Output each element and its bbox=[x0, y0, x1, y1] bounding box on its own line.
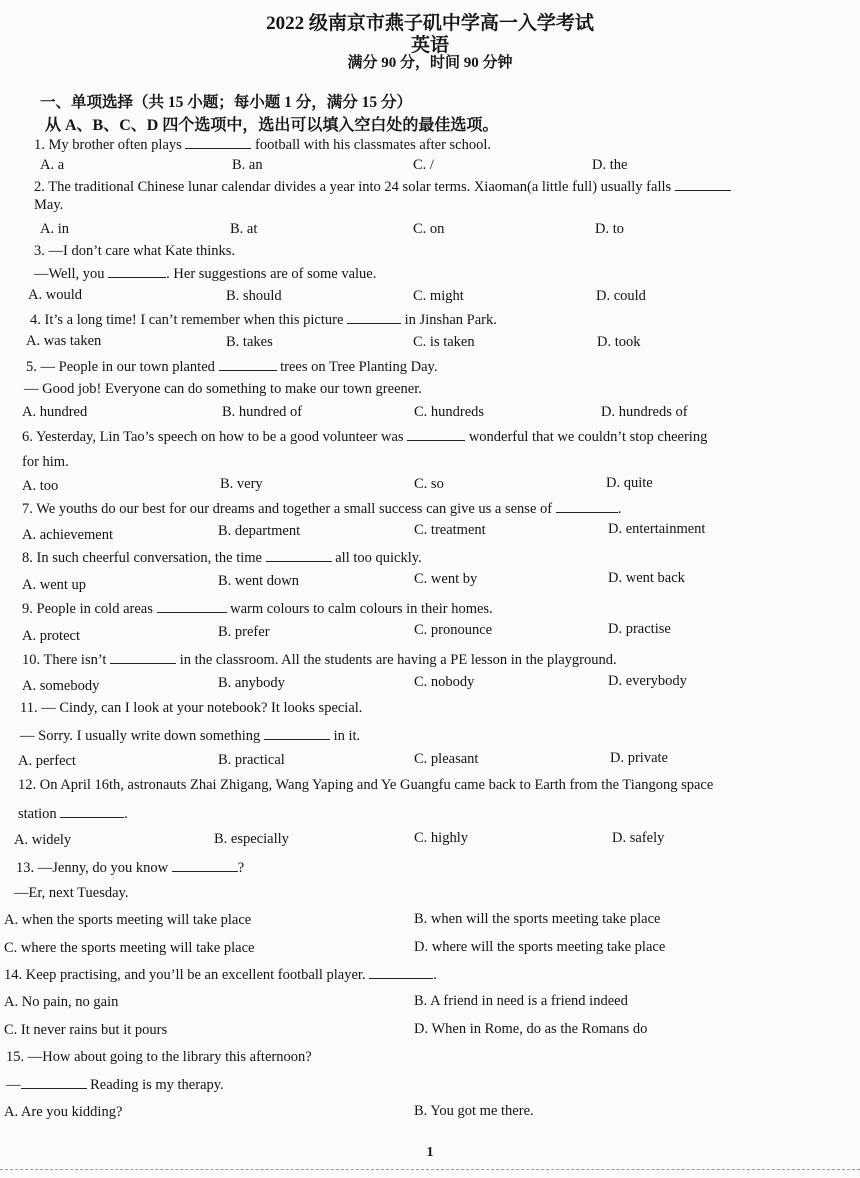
question-13 bbox=[16, 859, 244, 877]
question-text: 5. — People in our town planted bbox=[26, 359, 215, 375]
option-d: D. went back bbox=[608, 570, 685, 586]
answer-blank bbox=[266, 549, 332, 562]
question-text: 9. People in cold areas bbox=[22, 601, 153, 617]
option-a: A. somebody bbox=[22, 678, 100, 694]
question-text: — Sorry. I usually write down something bbox=[20, 728, 261, 744]
question-text: wonderful that we couldn’t stop cheering bbox=[468, 429, 708, 445]
option-c: C. pronounce bbox=[414, 622, 493, 638]
answer-blank bbox=[675, 178, 731, 191]
question-text: football with his classmates after school. bbox=[255, 137, 492, 153]
option-d: D. When in Rome, do as the Romans do bbox=[414, 1021, 648, 1037]
option-d: D. to bbox=[595, 221, 624, 237]
question-14 bbox=[4, 966, 437, 984]
question-10 bbox=[22, 651, 617, 669]
question-text: 6. Yesterday, Lin Tao’s speech on how to be a good volunteer was bbox=[22, 429, 404, 445]
answer-blank bbox=[369, 966, 433, 979]
option-b: B. A friend in need is a friend indeed bbox=[414, 993, 628, 1009]
question-text: all too quickly. bbox=[335, 550, 422, 566]
option-a: A. in bbox=[40, 221, 69, 237]
question-text: ? bbox=[237, 860, 245, 876]
answer-blank bbox=[110, 651, 176, 664]
question-text: . bbox=[124, 806, 128, 822]
option-d: D. practise bbox=[608, 621, 671, 637]
question-2 bbox=[34, 178, 731, 196]
answer-blank bbox=[219, 358, 277, 371]
question-15-reply bbox=[6, 1076, 224, 1094]
question-8 bbox=[22, 549, 422, 567]
option-b: B. went down bbox=[218, 573, 299, 589]
option-d: D. could bbox=[596, 288, 646, 304]
subject-title: 英语 bbox=[410, 35, 449, 56]
option-b: B. especially bbox=[214, 831, 289, 847]
option-c: C. so bbox=[414, 476, 444, 492]
option-a: A. hundred bbox=[22, 404, 88, 420]
question-text: in the classroom. All the students are having a PE lesson in the playground. bbox=[179, 652, 617, 668]
answer-blank bbox=[347, 311, 401, 324]
option-b: B. anybody bbox=[218, 675, 285, 691]
question-1 bbox=[34, 136, 491, 154]
option-b: B. takes bbox=[226, 334, 273, 350]
question-text: 2. The traditional Chinese lunar calendar divides a year into 24 solar terms. Xiaoman(a little full) usually falls bbox=[34, 179, 672, 195]
option-b: B. hundred of bbox=[222, 404, 303, 420]
question-3: 3. —I don’t care what Kate thinks. bbox=[34, 243, 236, 259]
question-text: . bbox=[617, 501, 622, 517]
option-b: B. when will the sports meeting take place bbox=[414, 911, 661, 927]
question-text: 1. My brother often plays bbox=[34, 137, 182, 153]
answer-blank bbox=[108, 265, 166, 278]
option-a: A. widely bbox=[14, 832, 72, 848]
option-b: B. prefer bbox=[218, 624, 270, 640]
option-a: A. went up bbox=[22, 577, 87, 593]
answer-blank bbox=[556, 500, 618, 513]
option-c: C. where the sports meeting will take place bbox=[4, 940, 255, 956]
option-b: B. very bbox=[220, 476, 263, 492]
option-b: B. department bbox=[218, 523, 301, 539]
question-6-cont: for him. bbox=[22, 454, 69, 470]
option-c: C. It never rains but it pours bbox=[4, 1022, 168, 1038]
question-text: in it. bbox=[333, 728, 361, 744]
option-c: C. might bbox=[413, 288, 464, 304]
option-c: C. hundreds bbox=[414, 404, 485, 420]
question-9 bbox=[22, 600, 493, 618]
option-c: C. highly bbox=[414, 830, 468, 846]
question-6 bbox=[22, 428, 707, 446]
question-text: —Well, you bbox=[34, 266, 105, 282]
option-b: B. You got me there. bbox=[414, 1103, 534, 1119]
question-text: 13. —Jenny, do you know bbox=[16, 860, 169, 876]
answer-blank bbox=[157, 600, 227, 613]
option-d: D. where will the sports meeting take place bbox=[414, 939, 666, 955]
option-d: D. entertainment bbox=[608, 521, 706, 537]
option-c: C. / bbox=[413, 157, 434, 173]
question-5-reply: — Good job! Everyone can do something to make our town greener. bbox=[24, 381, 422, 397]
answer-blank bbox=[60, 805, 124, 818]
option-a: A. achievement bbox=[22, 527, 113, 543]
option-a: A. was taken bbox=[26, 333, 102, 349]
option-d: D. the bbox=[592, 157, 628, 173]
option-a: A. would bbox=[28, 287, 82, 303]
question-5 bbox=[26, 358, 437, 376]
option-c: C. pleasant bbox=[414, 751, 479, 767]
question-text: . bbox=[433, 967, 437, 983]
option-d: D. quite bbox=[606, 475, 653, 491]
option-d: D. hundreds of bbox=[601, 404, 688, 420]
option-a: A. No pain, no gain bbox=[4, 994, 119, 1010]
question-text: 10. There isn’t bbox=[22, 652, 107, 668]
question-3-reply bbox=[34, 265, 376, 283]
option-c: C. is taken bbox=[413, 334, 475, 350]
option-b: B. at bbox=[230, 221, 258, 237]
answer-blank bbox=[264, 727, 330, 740]
page-number: 1 bbox=[426, 1145, 434, 1160]
section-heading: 一、单项选择（共 15 小题；每小题 1 分，满分 15 分） bbox=[40, 94, 413, 111]
exam-meta: 满分 90 分，时间 90 分钟 bbox=[347, 55, 513, 71]
option-c: C. went by bbox=[414, 571, 478, 587]
option-c: C. treatment bbox=[414, 522, 486, 538]
option-c: C. on bbox=[413, 221, 445, 237]
exam-title: 2022 级南京市燕子矶中学高一入学考试 bbox=[266, 13, 594, 34]
section-instruction: 从 A、B、C、D 四个选项中，选出可以填入空白处的最佳选项。 bbox=[45, 117, 499, 134]
question-text: warm colours to calm colours in their homes. bbox=[230, 601, 493, 617]
question-text: 8. In such cheerful conversation, the time bbox=[22, 550, 262, 566]
option-d: D. everybody bbox=[608, 673, 687, 689]
option-d: D. safely bbox=[612, 830, 665, 846]
question-text: . Her suggestions are of some value. bbox=[166, 266, 377, 282]
question-text: — bbox=[6, 1077, 21, 1093]
question-text: 14. Keep practising, and you’ll be an excellent football player. bbox=[4, 967, 366, 983]
question-text: 7. We youths do our best for our dreams and together a small success can give us a sense of bbox=[22, 501, 553, 517]
question-15: 15. —How about going to the library this afternoon? bbox=[6, 1049, 312, 1065]
page-divider bbox=[0, 1169, 860, 1170]
question-13-reply: —Er, next Tuesday. bbox=[14, 885, 129, 901]
question-text: Reading is my therapy. bbox=[90, 1077, 224, 1093]
question-7 bbox=[22, 500, 621, 518]
question-text: 4. It’s a long time! I can’t remember when this picture bbox=[30, 312, 344, 328]
question-text: station bbox=[18, 806, 57, 822]
option-a: A. perfect bbox=[18, 753, 76, 769]
question-text: trees on Tree Planting Day. bbox=[280, 359, 438, 375]
answer-blank bbox=[172, 859, 238, 872]
question-11: 11. — Cindy, can I look at your notebook? It looks special. bbox=[20, 700, 363, 716]
answer-blank bbox=[407, 428, 465, 441]
question-12: 12. On April 16th, astronauts Zhai Zhigang, Wang Yaping and Ye Guangfu came back to Earth from the Tiangong space bbox=[18, 777, 714, 793]
answer-blank bbox=[21, 1076, 87, 1089]
question-4 bbox=[30, 311, 497, 329]
option-b: B. practical bbox=[218, 752, 285, 768]
option-d: D. took bbox=[597, 334, 641, 350]
option-a: A. a bbox=[40, 157, 65, 173]
option-a: A. protect bbox=[22, 628, 80, 644]
option-a: A. too bbox=[22, 478, 59, 494]
option-a: A. Are you kidding? bbox=[4, 1104, 123, 1120]
question-12-cont bbox=[18, 805, 128, 823]
option-c: C. nobody bbox=[414, 674, 475, 690]
option-a: A. when the sports meeting will take place bbox=[4, 912, 252, 928]
option-b: B. should bbox=[226, 288, 282, 304]
answer-blank bbox=[185, 136, 251, 149]
option-d: D. private bbox=[610, 750, 668, 766]
question-text: in Jinshan Park. bbox=[404, 312, 497, 328]
option-b: B. an bbox=[232, 157, 263, 173]
question-11-reply bbox=[20, 727, 360, 745]
question-2-cont: May. bbox=[34, 197, 64, 213]
